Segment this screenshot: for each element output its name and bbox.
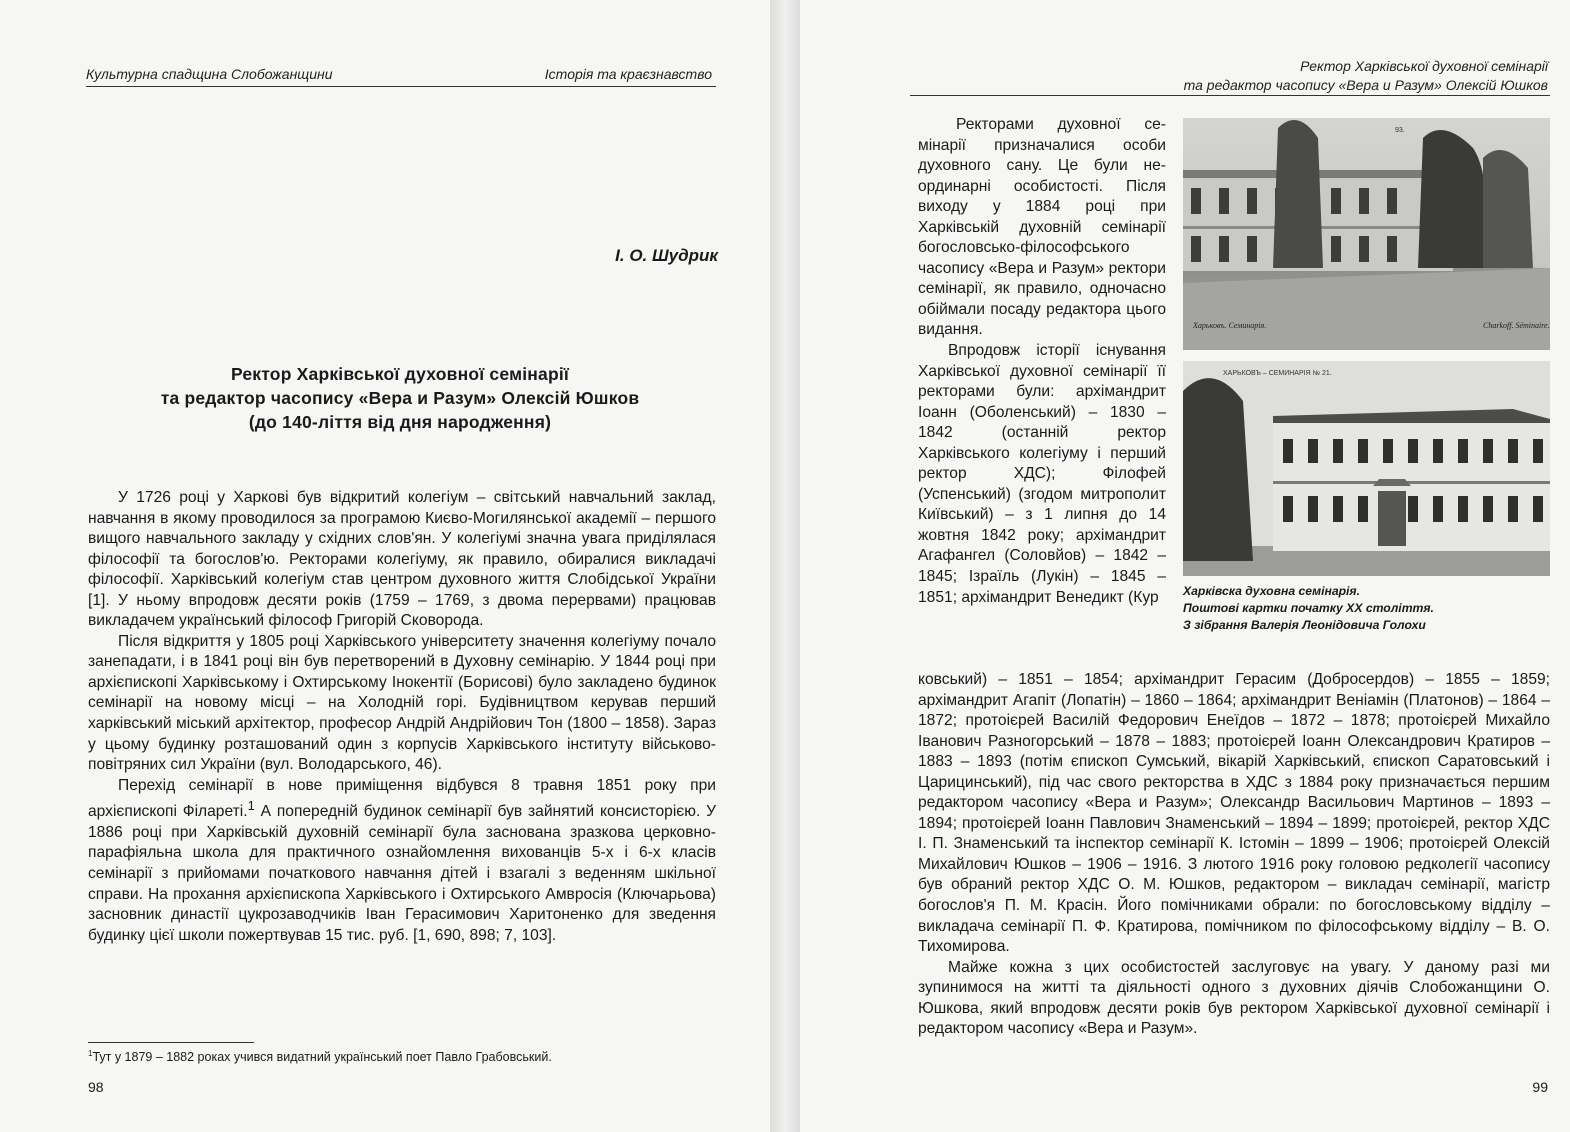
photo2-label: ХАРЬКОВЪ – СЕМИНАРІЯ № 21.	[1223, 370, 1332, 377]
footnote	[88, 1049, 552, 1064]
paragraph	[88, 776, 716, 947]
footnote-marker: 1	[88, 1049, 93, 1058]
caption-line-1: Харківска духовна семінарія.	[1183, 584, 1360, 598]
photo1-label-left: Харьковъ. Семинарія.	[1193, 321, 1267, 330]
header-rule	[910, 95, 1550, 96]
footnote-text: Тут у 1879 – 1882 роках учився видатний український поет Павло Грабовський.	[92, 1050, 552, 1065]
left-body-text	[88, 488, 716, 946]
paragraph: Майже кожна з цих особистостей заслуговує на увагу. У даному разі ми зупинимося на житті та діяльності одного з духовних діячів Слобожанщини О. Юшкова, який впродовж десяти років був ректором Харківської духовної семінарії і редактором часопису «Вера и Разум».	[918, 958, 1550, 1038]
running-head-left: Культурна спадщина Слобожанщини	[86, 66, 333, 82]
running-head-right: Історія та краєзнавство	[544, 66, 712, 82]
caption-line-3: З зібрання Валерія Леонідовича Голохи	[1183, 618, 1426, 632]
title-line-1: Ректор Харківської духовної семінарії	[230, 364, 570, 384]
seminary-building-illustration-1	[1183, 118, 1550, 350]
page-number-left: 98	[88, 1079, 104, 1095]
right-body-narrow-column	[918, 115, 1166, 608]
paragraph: Після відкриття у 1805 році Харківського університету значення колегіуму почало занепадати, і в 1841 році він був перетворений в Духовну семінарію. У 1844 році при архієпископі Харківському і Охтирському Інокентії (Борисові) було закладено будинок семінарії на новому місці – на Холодній горі. Будівництвом керував перший харківський міський архітектор, професор Андрій Андрійович Тон (1800 – 1858). Зараз у цьому будинку розташований один з корпусів Харківського інституту військовоповітряних сил України (вул. Володарського, 46).	[88, 632, 716, 774]
title-line-3: (до 140-ліття від дня народження)	[248, 412, 552, 432]
running-head-line-1: Ректор Харківської духовної семінарії	[1300, 58, 1548, 74]
title-line-2: та редактор часопису «Вера и Разум» Олексій Юшков	[160, 388, 640, 408]
paragraph-part: А попередній будинок семінарії був зайнятий консисторією. У 1886 році при Харківській духовній семінарії була заснована зразкова церковно-парафіяльна школа для практичного ознайомлення вихованців 5-х і 6-х класів семінарії з прийомами початкового навчання дітей і взагалі з веденням шкільної справи. На прохання архієпископа Харківського і Охтирського Амвросія (Ключарьова) засновник династії цукрозаводчиків Іван Герасимович Харитоненко для зведення будинку цієї школи пожертвував 15 тис. руб. [1, 690, 898; 7, 103].	[88, 803, 716, 944]
paragraph: Ректорами духовної семінарії призначалися особи духовного сану. Це були неординарні особистості. Після виходу у 1884 році при Харківській духовній семінарії богословсько-філософського часопису «Вера и Разум» ректори семінарії, як правило, одночасно обіймали посаду редактора цього видання.	[918, 116, 1166, 339]
paragraph: ковський) – 1851 – 1854; архімандрит Герасим (Добросердов) – 1855 – 1859; архімандрит Агапіт (Лопатін) – 1860 – 1864; архімандрит Веніамін (Платонов) – 1864 – 1872; протоієрей Василій Федорович Енеїдов – 1872 – 1878; протоієрей Михайло Іванович Разногорський – 1878 – 1883; протоієрей Іоанн Олександрович Кратиров – 1883 – 1893 (потім єпископ Сумський, вікарій Харківський, єпископ Саратовський і Царицинський), під час свого ректорства в ХДС з 1884 року призначається першим редактором часопису «Вера и Разум»; Олександр Васильович Мартинов – 1893 – 1894; протоієрей Іоанн Павлович Знаменський – 1894 – 1899; протоієрей, ректор ХДС І. П. Знаменський та інспектор семінарії К. Істомін – 1899 – 1906; протоієрей Олексій Михайлович Юшков – 1906 – 1916. З лютого 1916 року головою редколегії часопису був обраний ректор ХДС О. М. Юшков, редактором – викладач семінарії, магістр богослов'я П. М. Красін. Його помічниками обрали: по богословському відділу – викладача семінарії П. Ф. Кратирова, помічником по філософському відділу – В. О. Тихомирова.	[918, 671, 1550, 956]
header-rule	[86, 86, 716, 87]
paragraph: У 1726 році у Харкові був відкритий колегіум – світський навчальний заклад, навчання в якому проводилося за програмою Києво-Могилянської академії – першого вищого навчального закладу у східних слов'ян. У колегіумі значна увага приділялася філософії та богослов'ю. Ректорами колегіуму, як правило, обиралися викладачі філософії. Харківський колегіум став центром духовного життя Слобідської України [1]. У ньому впродовж десяти років (1759 – 1769, з двома перервами) працював викладачем український філософ Григорій Сковорода.	[88, 489, 716, 630]
page-number-right: 99	[1532, 1079, 1548, 1095]
book-gutter	[770, 0, 800, 1132]
right-body-wide-column	[918, 670, 1550, 1040]
article-title	[100, 362, 700, 434]
left-page	[0, 0, 770, 1132]
article-author: І. О. Шудрик	[615, 246, 718, 265]
seminary-photo-1	[1183, 118, 1550, 350]
running-head-line-2: та редактор часопису «Вера и Разум» Олексій Юшков	[1183, 77, 1548, 93]
footnote-ref[interactable]: 1	[247, 798, 255, 814]
caption-line-2: Поштові картки початку ХХ століття.	[1183, 601, 1434, 615]
paragraph-part: Перехід семінарії в нове приміщення відбувся 8 травня 1851 року при архієпископі Філареті.	[88, 776, 716, 821]
paragraph: Впродовж історії існування Харківської духовної семінарії її ректорами були: архімандрит Іоанн (Оболенський) – 1830 – 1842 (останній ректор Харківського колегіуму і перший ректор ХДС); Філофей (Успенський) (згодом митрополит Київський) – з 1 липня до 14 жовтня 1842 року; архімандрит Агафангел (Соловйов) – 1842 – 1845; Ізраїль (Лукін) – 1845 – 1851; архімандрит Венедикт (Кур	[918, 342, 1166, 606]
photo1-number: 93.	[1395, 127, 1405, 134]
footnote-rule	[88, 1042, 254, 1043]
photo1-label-right: Charkoff. Séminaire.	[1483, 321, 1550, 330]
right-page	[800, 0, 1570, 1132]
seminary-building-illustration-2	[1183, 361, 1550, 576]
seminary-photo-2	[1183, 361, 1550, 576]
photo-caption	[1183, 583, 1553, 634]
